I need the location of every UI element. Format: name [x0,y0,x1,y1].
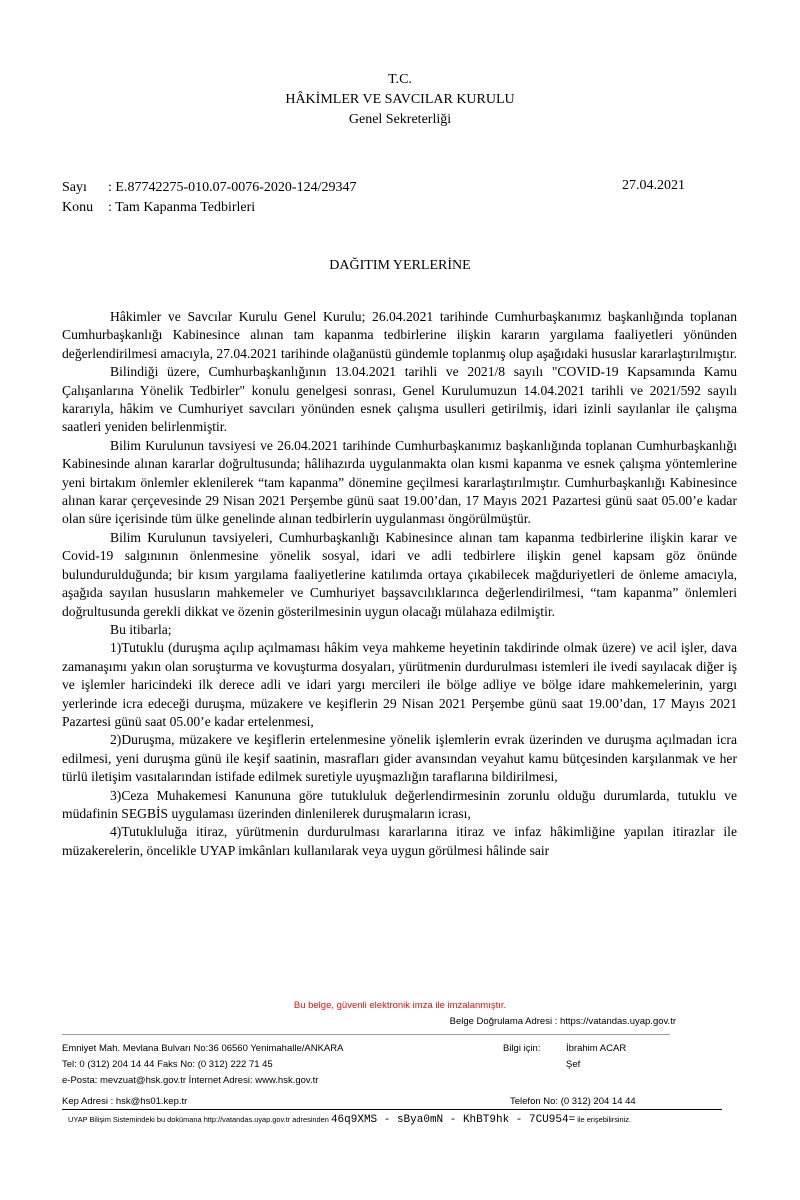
konu-label: Konu [62,200,94,215]
sayi-label: Sayı [62,180,87,195]
konu-value: : Tam Kapanma Tedbirleri [108,200,256,215]
footer-info-name: İbrahim ACAR [566,1043,627,1054]
footer-kep: Kep Adresi : hsk@hs01.kep.tr [62,1096,188,1107]
paragraph: Bilindiği üzere, Cumhurbaşkanlığının 13.04.2021 tarihli ve 2021/8 sayılı "COVID-19 Kapsamında Kamu Çalışanlarına Yönelik Tedbirler" konulu genelgesi sonrası, Genel Kurulumuzun 14.04.2021 tarihli ve 2021/592 sayılı kararıyla, hâkim ve Cumhuriyet savcıları yönünden esnek çalışma usulleri getirilmiş, idari izinli sayılanlar ile çalışma saatleri yeniden belirlenmiştir. [62,364,737,435]
paragraph: Bilim Kurulunun tavsiyesi ve 26.04.2021 tarihinde Cumhurbaşkanımız başkanlığında toplanan Cumhurbaşkanlığı Kabinesinde alınan kararlar doğrultusunda; hâlihazırda uygulanmakta olan kısmi kapanma ve esnek çalışma yöntemlerine yeni birtakım önlemler eklenilerek “tam kapanma” dönemine geçilmesi kararlaştırılmıştır. Cumhurbaşkanlığı Kabinesince alınan karar çerçevesinde 29 Nisan 2021 Perşembe günü saat 19.00’dan, 17 Mayıs 2021 Pazartesi günü saat 05.00’e kadar olan süre içerisinde tüm ülke genelinde alınan tedbirlerin uygulanması öngörülmüştür. [62,437,737,527]
uyap-code: 46q9XMS - sBya0mN - KhBT9hk - 7CU954= [330,1114,576,1126]
paragraph: Hâkimler ve Savcılar Kurulu Genel Kurulu; 26.04.2021 tarihinde Cumhurbaşkanımız başkanlığında toplanan Cumhurbaşkanlığı Kabinesince alınan tam kapanma tedbirlerine ilişkin kararın yargılama faaliyetleri yönünden değerlendirilmesi amacıyla, 27.04.2021 tarihinde olağanüstü gündemle toplanmış olup aşağıdaki hususlar kararlaştırılmıştır. [62,309,738,361]
letterhead-institution: HÂKİMLER VE SAVCILAR KURULU [285,92,515,107]
paragraph: 1)Tutuklu (duruşma açılıp açılmaması hâkim veya mahkeme heyetinin takdirinde olmak üzere) ve acil işler, dava zamanaşımı yakın olan soruşturma ve kovuşturma dosyaları, yürütmenin durdurulması istemleri ile ivedi sayılacak diğer iş ve işlemler haricindeki ilk derece adli ve idari yargı mercileri ile bölge adliye ve bölge idare mahkemelerinin, yargı yerlerinde icra edeceği duruşma, müzakere ve keşiflerin 29 Nisan 2021 Perşembe günü saat 19.00’dan, 17 Mayıs 2021 Pazartesi günü saat 05.00’e kadar ertelenmesi, [62,640,737,729]
verification-address: Belge Doğrulama Adresi : https://vatandas.uyap.gov.tr [449,1016,676,1027]
paragraph: 2)Duruşma, müzakere ve keşiflerin ertelenmesine yönelik işlemlerin evrak üzerinden ve duruşma açılmadan icra edilmesi, yeni duruşma günü ile keşif saatinin, masrafları gider avansından veyahut kamu bütçesinden karşılanmak ve her türlü iletişim vasıtalarından istifade edilmek suretiyle uyuşmazlığın taraflarına bildirilmesi, [62,732,737,785]
paragraph: 3)Ceza Muhakemesi Kanununa göre tutukluluk değerlendirmesinin zorunlu olduğu durumlarda, tutuklu ve müdafinin SEGBİS uygulaması üzerinden dinlenilerek duruşmaların icrası, [62,787,737,821]
letterhead-tc: T.C. [388,72,412,87]
paragraph: Bu itibarla; [110,621,172,637]
footer-info-label: Bilgi için: [503,1043,541,1054]
letterhead-department: Genel Sekreterliği [348,112,452,127]
paragraph: Bilim Kurulunun tavsiyeleri, Cumhurbaşkanlığı Kabinesince alınan tam kapanma tedbirlerine ilişkin karar ve Covid-19 salgınının önlenmesine yönelik sosyal, idari ve adli tedbirlere ilişkin genel kapsam göz önünde bulundurulduğunda; bir kısım yargılama faaliyetlerine katılımda ortaya çıkabilecek mağduriyetleri de önleme amacıyla, aşağıda sayılan hususların mahkemeler ve Cumhuriyet başsavcılıklarınca değerlendirilmesi, “tam kapanma” önlemleri doğrultusunda gerekli dikkat ve özenin gösterilmesinin uygun olacağı mülahaza edilmiştir. [62,529,737,619]
uyap-suffix: ile erişebilirsiniz. [577,1115,632,1124]
footer-tel-fax: Tel: 0 (312) 204 14 44 Faks No: (0 312) 222 71 45 [62,1059,273,1070]
paragraph: 4)Tutukluluğa itiraz, yürütmenin durdurulması kararlarına itiraz ve infaz hâkimliğine yapılan itirazlar ile müzakerelerin, öncelikle UYAP imkânları kullanılarak veya uygun görülmesi hâlinde sair [62,824,737,858]
distribution-heading: DAĞITIM YERLERİNE [329,258,471,273]
e-signature-note: Bu belge, güvenli elektronik imza ile imzalanmıştır. [293,1000,507,1011]
uyap-access-line [68,1114,768,1126]
footer-info-title: Şef [566,1059,581,1070]
footer-email-web: e-Posta: mevzuat@hsk.gov.tr İnternet Adresi: www.hsk.gov.tr [62,1075,319,1086]
uyap-prefix: UYAP Bilişim Sistemindeki bu dokümana http://vatandas.uyap.gov.tr adresinden [68,1115,329,1124]
letterhead [0,70,800,130]
document-date: 27.04.2021 [622,178,685,193]
konu-row [62,198,255,218]
footer-address: Emniyet Mah. Mevlana Bulvarı No:36 06560 Yenimahalle/ANKARA [62,1043,344,1054]
sayi-row [62,178,356,198]
sayi-value: : E.87742275-010.07-0076-2020-124/29347 [108,180,357,195]
letter-body [62,308,737,860]
bottom-divider [62,1109,722,1110]
footer-phone: Telefon No: (0 312) 204 14 44 [510,1096,636,1107]
footer-divider [62,1034,670,1035]
